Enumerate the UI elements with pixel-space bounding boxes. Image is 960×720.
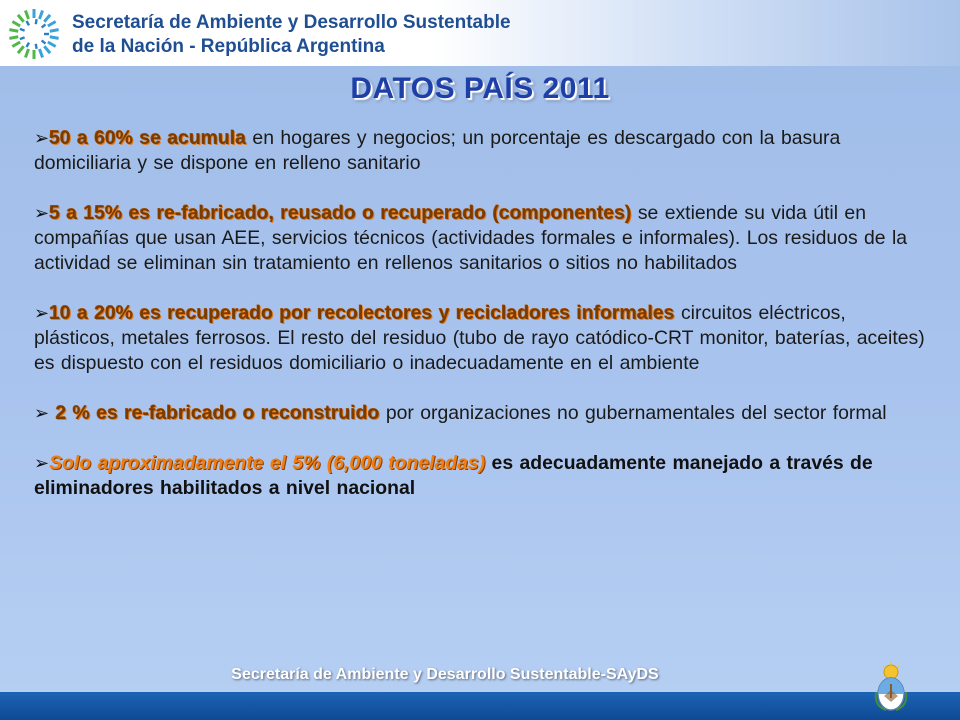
bullet-highlight: 50 a 60% se acumula [49,127,247,149]
arrow-bullet-icon: ➢ [34,303,50,323]
org-name-line1: Secretaría de Ambiente y Desarrollo Sustentable [72,12,511,33]
org-name-line2: de la Nación - República Argentina [72,36,385,57]
arrow-bullet-icon: ➢ [34,403,50,423]
bullet-item [34,451,930,501]
bullet-text: a nivel nacional [262,477,416,499]
bullet-item [34,126,930,176]
bullet-list [34,126,930,501]
arrow-bullet-icon: ➢ [34,128,50,148]
bullet-item [34,301,930,376]
bullet-bold-text: es adecuadamente manejado a través de eliminadores habilitados [34,452,873,499]
footer-bar [0,692,960,720]
bullet-text: se extiende su vida útil en compañías que usan AEE, servicios técnicos (actividades formales e informales). Los residuos de la actividad se eliminan sin tratamiento en rellenos sanitarios o sitios no habilitados [34,202,908,274]
bullet-text: en hogares y negocios; un porcentaje es descargado con la basura domiciliaria y se dispone en relleno sanitario [34,127,841,174]
sun-circle-logo-icon [8,8,60,60]
bullet-highlight: Solo aproximadamente el 5% (6,000 toneladas) [49,452,486,474]
bullet-text: circuitos eléctricos, plásticos, metales ferrosos. El resto del residuo (tubo de rayo catódico-CRT monitor, baterías, aceites) es dispuesto con el residuos domiciliario o inadecuadamente en el ambiente [34,302,925,374]
bullet-highlight: 5 a 15% es re-fabricado, reusado o recuperado (componentes) [49,202,632,224]
bullet-highlight: 2 % es re-fabricado o reconstruido [49,402,380,424]
arrow-bullet-icon: ➢ [34,203,50,223]
header [0,0,960,66]
argentina-coat-of-arms-icon [872,662,910,714]
arrow-bullet-icon: ➢ [34,453,50,473]
bullet-item [34,201,930,276]
footer-text: Secretaría de Ambiente y Desarrollo Sustentable-SAyDS [231,666,659,683]
bullet-highlight: 10 a 20% es recuperado por recolectores y recicladores informales [49,302,675,324]
bullet-item [34,401,930,426]
page-title: DATOS PAÍS 2011 [350,72,610,105]
bullet-text: por organizaciones no gubernamentales del sector formal [379,402,887,424]
